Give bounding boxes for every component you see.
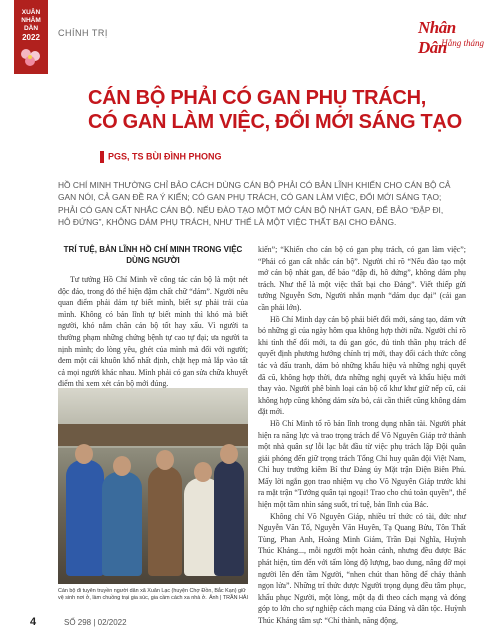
newspaper-logo bbox=[418, 18, 488, 57]
photo-person-head bbox=[75, 444, 93, 464]
photo-person bbox=[102, 472, 142, 576]
body-paragraph: kiến”; “Khiến cho cán bộ có gan phụ trách, có gan làm việc”; “Phải có gan cất nhắc cán bộ”. Người chỉ rõ “Nếu đào tạo một mớ cán bộ nhát gan, để bảo “đập đi, hô đứng”, không dám phụ trách. Như thế là một việc thất bại cho Đảng”. Viết thiếp gửi tướng Nguyễn Sơn, Người nhắn mạnh “dám dục đại” (cải gan cần phải lớn). bbox=[258, 245, 466, 312]
issue-badge bbox=[14, 0, 48, 74]
logo-subtitle: Hằng tháng bbox=[441, 38, 484, 48]
body-paragraph: Tư tưởng Hồ Chí Minh về công tác cán bộ là một nét độc đáo, trong đó thể hiện đậm chất chữ “dám”. Người nêu quan điểm phải dám tự biết mình, biết sự phải trái của mình. Không có bản lĩnh tự biết mình thì khó mà biết người, khó nắm chân cán bộ tốt hay xấu. Vì người ta thường phạm những chứng bệnh tự cao tự đại; ưa người ta nịnh mình; do lòng yêu, ghét của mình mà đối với người; đem một cái khuôn khổ nhất định, chặt hẹp mà lắp vào tất cả mọi người khác nhau. Mình phải có gan sửa chữa khuyết điểm thì xem xét cán bộ mới đúng. bbox=[58, 275, 248, 389]
photo-person-head bbox=[194, 462, 212, 482]
right-column bbox=[258, 244, 466, 627]
photo-person-head bbox=[156, 450, 174, 470]
lead-paragraph: HỒ CHÍ MINH THƯỜNG CHỈ BẢO CÁCH DÙNG CÁN BỘ PHẢI CÓ BẢN LĨNH KHIẾN CHO CÁN BỘ CẢ GAN NÓI, CẢ GAN ĐỀ RA Ý KIẾN; CÓ GAN PHỤ TRÁCH, CÓ GAN LÀM VIỆC, ĐỔI MỚI SÁNG TẠO; PHẢI CÓ GAN CẤT NHẮC CÁN BỘ. NẾU ĐÀO TẠO MỘT MỚ CÁN BỘ NHÁT GAN, ĐỂ BẢO “ĐẬP ĐI, HÔ ĐỨNG”, KHÔNG DÁM PHỤ TRÁCH, NHƯ THẾ LÀ MỘT VIỆC THẤT BẠI CHO ĐẢNG. bbox=[58, 180, 451, 228]
article-title bbox=[88, 86, 468, 134]
body-paragraph: Hồ Chí Minh dạy cán bộ phải biết đổi mới, sáng tạo, dám vứt bỏ những gì của ngày hôm qua không hợp thời nữa. Người chỉ rõ khi tình thế đổi mới, ta đủ gan góc, đủ tinh thần phụ trách để quyết định phương hướng chính trị mới, thay đổi cách thức công tác và đấu tranh, dám bỏ những khẩu hiệu và những nghị quyết đã cũ, không hợp thời, đưa những nghị quyết và khẩu hiệu mới thay vào. Người phê bình loại cán bộ cố khư khư giữ nếp cũ, cái không hợp cũng không dám sửa bỏ, cái cần thiết cũng không dám đặt mới. bbox=[258, 314, 466, 417]
title-line-1: CÁN BỘ PHẢI CÓ GAN PHỤ TRÁCH, bbox=[88, 87, 426, 109]
author-name: PGS, TS BÙI ĐÌNH PHONG bbox=[108, 151, 222, 162]
photo-person-head bbox=[220, 444, 238, 464]
photo-caption bbox=[58, 588, 248, 602]
badge-line3: 2022 bbox=[22, 33, 40, 42]
caption-text: Cán bộ đi tuyên truyền người dân xã Xuân Lạc (huyện Chợ Đồn, Bắc Kạn) giữ vệ sinh nơi ở, làm chuồng trại gia súc, gia cầm cách xa nhà ở. bbox=[58, 588, 246, 601]
body-paragraph: Không chỉ Võ Nguyên Giáp, nhiều trí thức có tài, đức như Nguyễn Văn Tố, Nguyễn Văn Huyên, Tạ Quang Bửu, Tôn Thất Tùng, Phan Anh, Hoàng Minh Giám, Trần Đại Nghĩa, Huỳnh Thúc Kháng..., mỗi người một hoàn cảnh, nhưng đều được Bác phát hiện, tìm đến với tấm lòng độ lượng, bao dung, nâng đỡ mọi người lên đến tầm Người, “nhen chút than hồng để cháy thành ngọn lửa”. Những trí thức được Người trọng dụng đều tâm phục, khẩu phục Người, một lòng, một dạ đi theo cách mạng và đóng góp to lớn cho sự nghiệp cách mạng của Đảng và dân tộc. Huỳnh Thúc Kháng tâm sự: “Chí thành, năng động, bbox=[258, 511, 466, 625]
article-photo bbox=[58, 388, 248, 584]
author-line bbox=[100, 151, 222, 167]
issue-info: SỐ 298 | 02/2022 bbox=[64, 618, 127, 627]
peach-blossom-icon bbox=[18, 46, 44, 68]
photo-roof bbox=[58, 424, 248, 446]
section-subheading: TRÍ TUỆ, BẢN LĨNH HỒ CHÍ MINH TRONG VIỆC DÙNG NGƯỜI bbox=[63, 245, 243, 265]
photo-person bbox=[66, 460, 104, 576]
photo-credit: Ảnh | TRẦN HẢI bbox=[208, 595, 248, 601]
photo-person bbox=[214, 460, 244, 576]
section-label: CHÍNH TRỊ bbox=[58, 28, 108, 38]
badge-line1: XUÂN bbox=[21, 9, 41, 16]
author-marker bbox=[100, 151, 104, 163]
logo-title: Nhân Dân bbox=[418, 18, 456, 57]
body-paragraph: Hồ Chí Minh tổ rõ bản lĩnh trong dụng nhân tài. Người phát hiện ra năng lực và trao trọng trách để Võ Nguyên Giáp trở thành một nhà quân sự lỗi lạc bắt đầu từ việc phụ trách lập Đội quân giải phóng đến giữ trọng trách Tổng Chỉ huy quân đội Việt Nam, Chỉ huy trưởng kiêm Bí thư Đảng ủy Mặt trận Điện Biên Phủ. Mấy lời ngắn gọn trao nhiệm vụ cho Võ Nguyên Giáp trước khi ra mặt trận “Tướng quân tại ngoại! Trao cho chú toàn quyền”, thể hiện một tầm nhìn sáng suốt, trí tuệ, bản lĩnh của Bác. bbox=[258, 418, 466, 510]
photo-person-head bbox=[113, 456, 131, 476]
page-footer bbox=[30, 616, 470, 630]
badge-line2: NHÂM DẦN bbox=[21, 17, 41, 32]
photo-person bbox=[148, 466, 182, 576]
title-line-2: CÓ GAN LÀM VIỆC, ĐỔI MỚI SÁNG TẠO bbox=[88, 111, 462, 133]
page-number: 4 bbox=[30, 616, 37, 628]
